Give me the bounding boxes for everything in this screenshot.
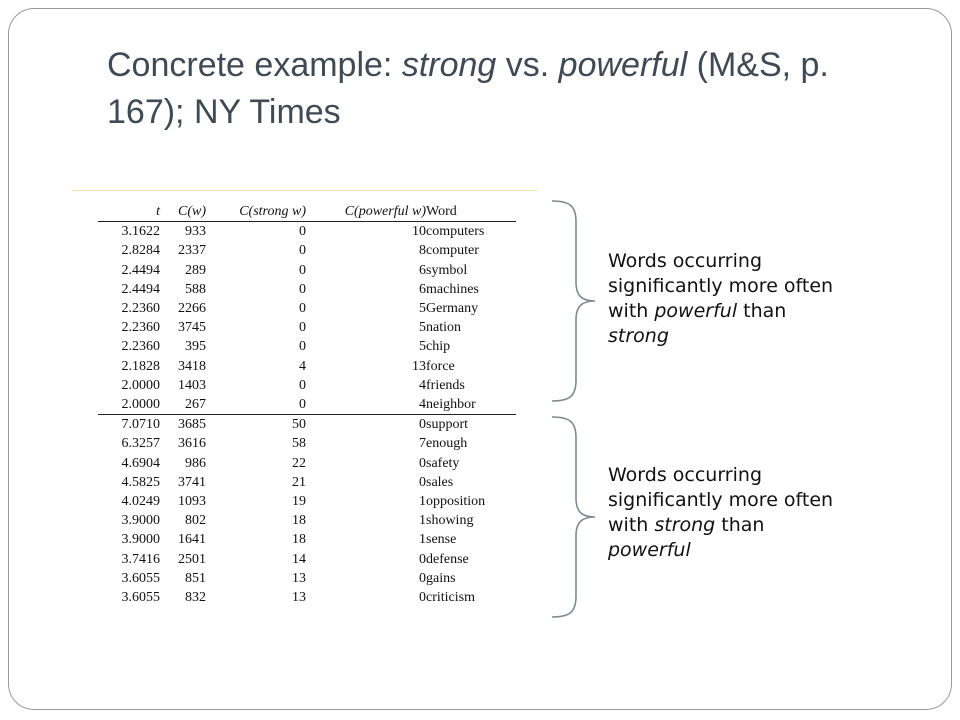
table-row [98,530,516,549]
note-strong-line1: Words occurring [608,464,763,486]
cell-c-powerful-w: 5 [419,339,426,355]
cell-word: computers [426,224,485,240]
cell-cw: 588 [185,281,206,297]
cell-word: friends [426,377,465,393]
cell-word: force [426,358,455,374]
title-prefix: Concrete example: [107,46,402,84]
header-cw: C(w) [178,204,206,219]
cell-c-strong-w: 13 [292,590,306,606]
cell-word: symbol [426,262,468,278]
cell-c-strong-w: 0 [299,377,306,393]
cell-t: 3.1622 [121,224,160,240]
title-suffix: (M&S, p. 167); NY Times [107,46,829,131]
cell-cw: 289 [185,262,206,278]
header-t: t [156,204,160,219]
table-row [98,588,516,607]
cell-c-powerful-w: 0 [419,417,426,433]
table-row [98,357,516,376]
cell-word: enough [426,436,468,452]
cell-t: 3.9000 [121,513,160,529]
cell-c-strong-w: 4 [299,358,306,374]
cell-c-powerful-w: 0 [419,474,426,490]
cell-c-strong-w: 0 [299,281,306,297]
cell-c-powerful-w: 5 [419,320,426,336]
collocation-table-image [72,190,538,618]
cell-t: 3.7416 [121,551,160,567]
cell-cw: 3418 [178,358,206,374]
cell-c-powerful-w: 5 [419,301,426,317]
cell-c-strong-w: 19 [292,494,306,510]
cell-t: 2.0000 [121,377,160,393]
cell-c-strong-w: 0 [299,262,306,278]
note-powerful-line3 [608,299,908,324]
note-strong-line3 [608,513,908,538]
cell-cw: 832 [185,590,206,606]
cell-c-powerful-w: 6 [419,262,426,278]
cell-cw: 3745 [178,320,206,336]
title-mid: vs. [496,46,559,84]
cell-word: showing [426,513,474,529]
cell-c-strong-w: 18 [292,532,306,548]
note-powerful-line3-prefix: with [608,300,655,322]
cell-c-powerful-w: 6 [419,281,426,297]
cell-word: gains [426,570,456,586]
cell-word: chip [426,339,451,355]
cell-cw: 3741 [178,474,206,490]
table-row [98,318,516,337]
cell-c-strong-w: 58 [292,436,306,452]
cell-cw: 851 [185,570,206,586]
cell-word: safety [426,455,460,471]
cell-cw: 395 [185,339,206,355]
cell-word: neighbor [426,397,476,413]
cell-c-powerful-w: 7 [419,436,426,452]
cell-t: 2.2360 [121,301,160,317]
table-row [98,376,516,395]
cell-cw: 3685 [178,417,206,433]
table-row [98,511,516,530]
cell-c-strong-w: 0 [299,301,306,317]
cell-cw: 267 [185,397,206,413]
cell-t: 3.9000 [121,532,160,548]
brace-powerful-group [548,200,598,402]
cell-cw: 933 [185,224,206,240]
cell-c-strong-w: 0 [299,397,306,413]
cell-t: 2.4494 [121,281,160,297]
table-row [98,241,516,260]
cell-c-powerful-w: 8 [419,243,426,259]
table-row [98,454,516,473]
cell-word: machines [426,281,479,297]
cell-t: 2.2360 [121,320,160,336]
header-c-strong-w: C(strong w) [239,204,306,219]
note-powerful-line4-em: strong [608,325,669,347]
cell-t: 3.6055 [121,590,160,606]
collocation-table [98,202,516,607]
table-row [98,434,516,453]
note-powerful-line3-em: powerful [654,300,738,322]
cell-t: 2.8284 [121,243,160,259]
table-row [98,473,516,492]
cell-c-powerful-w: 13 [412,358,426,374]
cell-word: opposition [426,494,486,510]
note-strong-line3-suffix: than [715,514,765,536]
cell-c-strong-w: 0 [299,243,306,259]
note-strong [608,463,908,563]
cell-word: support [426,417,468,433]
cell-c-powerful-w: 4 [419,377,426,393]
header-c-powerful-w: C(powerful w) [344,204,426,219]
slide-title [107,42,907,136]
cell-c-powerful-w: 4 [419,397,426,413]
cell-t: 2.4494 [121,262,160,278]
cell-c-powerful-w: 1 [419,513,426,529]
cell-word: criticism [426,590,475,606]
cell-cw: 1093 [178,494,206,510]
table-body [98,222,516,608]
cell-word: computer [426,243,479,259]
cell-c-strong-w: 0 [299,224,306,240]
cell-t: 2.1828 [121,358,160,374]
cell-word: sense [426,532,457,548]
cell-cw: 1403 [178,377,206,393]
table-row [98,550,516,569]
cell-cw: 986 [185,455,206,471]
note-strong-line4 [608,538,908,563]
brace-strong-group [548,416,598,618]
table-row [98,299,516,318]
cell-word: Germany [426,301,479,317]
cell-t: 2.0000 [121,397,160,413]
cell-cw: 2501 [178,551,206,567]
cell-t: 7.0710 [121,417,160,433]
table-row [98,395,516,415]
cell-c-strong-w: 22 [292,455,306,471]
cell-cw: 3616 [178,436,206,452]
cell-cw: 1641 [178,532,206,548]
cell-t: 6.3257 [121,436,160,452]
cell-c-powerful-w: 0 [419,551,426,567]
cell-c-strong-w: 0 [299,320,306,336]
cell-cw: 802 [185,513,206,529]
note-strong-line3-prefix: with [608,514,655,536]
cell-c-strong-w: 13 [292,570,306,586]
cell-c-powerful-w: 0 [419,570,426,586]
table-row [98,492,516,511]
table-top-rule [72,190,538,191]
cell-c-powerful-w: 1 [419,532,426,548]
table-row [98,415,516,435]
cell-word: sales [426,474,454,490]
cell-c-strong-w: 14 [292,551,306,567]
cell-cw: 2337 [178,243,206,259]
table-row [98,222,516,242]
title-word-powerful: powerful [558,46,688,84]
note-strong-line2: significantly more often [608,489,834,511]
cell-word: defense [426,551,469,567]
note-powerful-line3-suffix: than [737,300,787,322]
table-row [98,569,516,588]
cell-c-powerful-w: 10 [412,224,426,240]
note-powerful [608,249,908,349]
note-strong-line3-em: strong [654,514,716,536]
note-powerful-line1: Words occurring [608,250,763,272]
note-powerful-line2: significantly more often [608,275,834,297]
cell-t: 4.0249 [121,494,160,510]
cell-c-strong-w: 21 [292,474,306,490]
cell-t: 3.6055 [121,570,160,586]
table-header-row [98,202,516,222]
table-row [98,337,516,356]
cell-t: 2.2360 [121,339,160,355]
cell-cw: 2266 [178,301,206,317]
note-strong-line4-em: powerful [608,539,691,561]
cell-c-powerful-w: 0 [419,455,426,471]
cell-c-strong-w: 18 [292,513,306,529]
note-powerful-line4 [608,324,908,349]
cell-c-strong-w: 0 [299,339,306,355]
cell-c-powerful-w: 0 [419,590,426,606]
header-word: Word [426,204,457,219]
cell-t: 4.6904 [121,455,160,471]
table-row [98,261,516,280]
table-row [98,280,516,299]
cell-c-strong-w: 50 [292,417,306,433]
cell-c-powerful-w: 1 [419,494,426,510]
cell-word: nation [426,320,461,336]
cell-t: 4.5825 [121,474,160,490]
title-word-strong: strong [401,46,497,84]
